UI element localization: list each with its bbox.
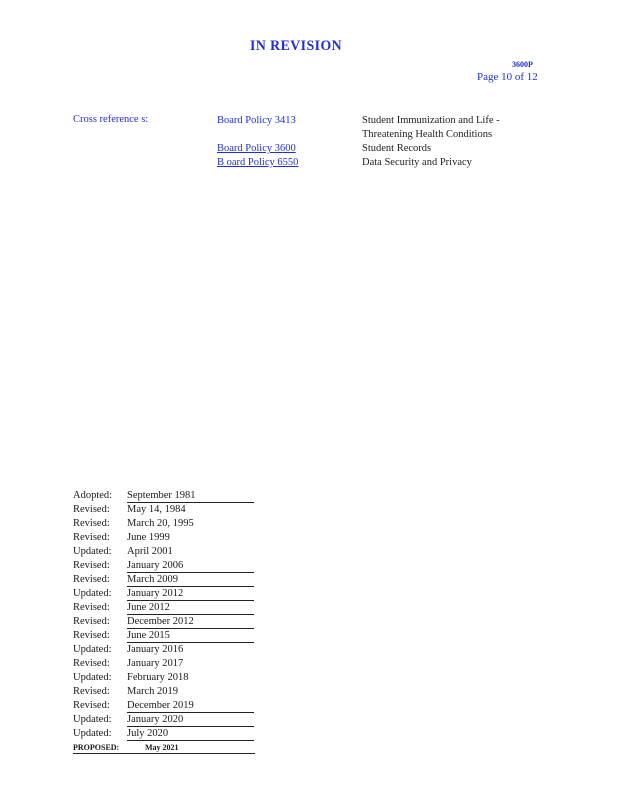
policy-code: 3600P: [512, 60, 533, 69]
history-row: [73, 713, 255, 727]
history-action: Revised:: [73, 602, 110, 613]
history-row: [73, 629, 255, 643]
cross-reference-policy-3413[interactable]: Board Policy 3413: [217, 115, 296, 126]
history-action: Adopted:: [73, 490, 113, 501]
history-action: PROPOSED:: [73, 741, 255, 754]
history-action: Revised:: [73, 532, 110, 543]
history-date: June 1999: [127, 532, 170, 543]
history-row: [73, 699, 255, 713]
history-date: January 2020: [127, 713, 254, 727]
history-date: April 2001: [127, 546, 173, 557]
history-date: December 2012: [127, 615, 254, 629]
history-action: Updated:: [73, 644, 112, 655]
history-date: March 2009: [127, 573, 254, 587]
cross-reference-row: [0, 156, 618, 170]
history-date: February 2018: [127, 672, 189, 683]
history-row-proposed: [73, 741, 255, 755]
history-date: March 2019: [127, 686, 179, 697]
history-date: September 1981: [127, 489, 254, 503]
history-row: [73, 489, 255, 503]
cross-reference-description: Student Immunization and Life - Threatening Health Conditions: [362, 115, 500, 140]
cross-reference-policy-6550[interactable]: B oard Policy 6550: [217, 157, 299, 168]
history-row: [73, 573, 255, 587]
history-action: Revised:: [73, 658, 110, 669]
history-date: June 2012: [127, 601, 254, 615]
history-row: [73, 601, 255, 615]
history-action: Revised:: [73, 518, 110, 529]
history-row: [73, 615, 255, 629]
history-action: Revised:: [73, 616, 110, 627]
history-action: Revised:: [73, 574, 110, 585]
history-row: [73, 671, 255, 685]
history-row: [73, 517, 255, 531]
history-date: January 2012: [127, 587, 254, 601]
history-date: January 2006: [127, 559, 254, 573]
cross-reference-description: Data Security and Privacy: [362, 157, 472, 168]
cross-reference-row: [0, 142, 618, 156]
page-title: IN REVISION: [250, 38, 343, 54]
history-row: [73, 503, 255, 517]
history-row: [73, 559, 255, 573]
cross-reference-row: [0, 114, 618, 140]
history-action: Revised:: [73, 686, 110, 697]
history-action: Revised:: [73, 700, 110, 711]
history-action: Updated:: [73, 672, 112, 683]
history-action: Updated:: [73, 728, 112, 739]
history-date: January 2016: [127, 644, 184, 655]
history-date: July 2020: [127, 727, 254, 741]
history-action: Revised:: [73, 560, 110, 571]
history-row: [73, 657, 255, 671]
policy-history: [73, 489, 255, 755]
history-row: [73, 531, 255, 545]
history-row: [73, 643, 255, 657]
cross-reference-description: Student Records: [362, 143, 432, 154]
history-date: May 2021: [145, 743, 179, 752]
history-action: Updated:: [73, 588, 112, 599]
history-action: Updated:: [73, 714, 112, 725]
history-date: March 20, 1995: [127, 518, 194, 529]
history-action: Revised:: [73, 630, 110, 641]
cross-reference-policy-3600[interactable]: Board Policy 3600: [217, 143, 296, 154]
history-date: May 14, 1984: [127, 504, 186, 515]
history-date: December 2019: [127, 699, 254, 713]
history-date: January 2017: [127, 658, 184, 669]
history-row: [73, 685, 255, 699]
history-row: [73, 587, 255, 601]
history-date: June 2015: [127, 629, 254, 643]
history-action: Updated:: [73, 546, 112, 557]
history-action: Revised:: [73, 504, 110, 515]
history-row: [73, 727, 255, 741]
history-row: [73, 545, 255, 559]
cross-reference-label: Cross reference s:: [73, 114, 149, 125]
page-number: Page 10 of 12: [477, 71, 538, 83]
